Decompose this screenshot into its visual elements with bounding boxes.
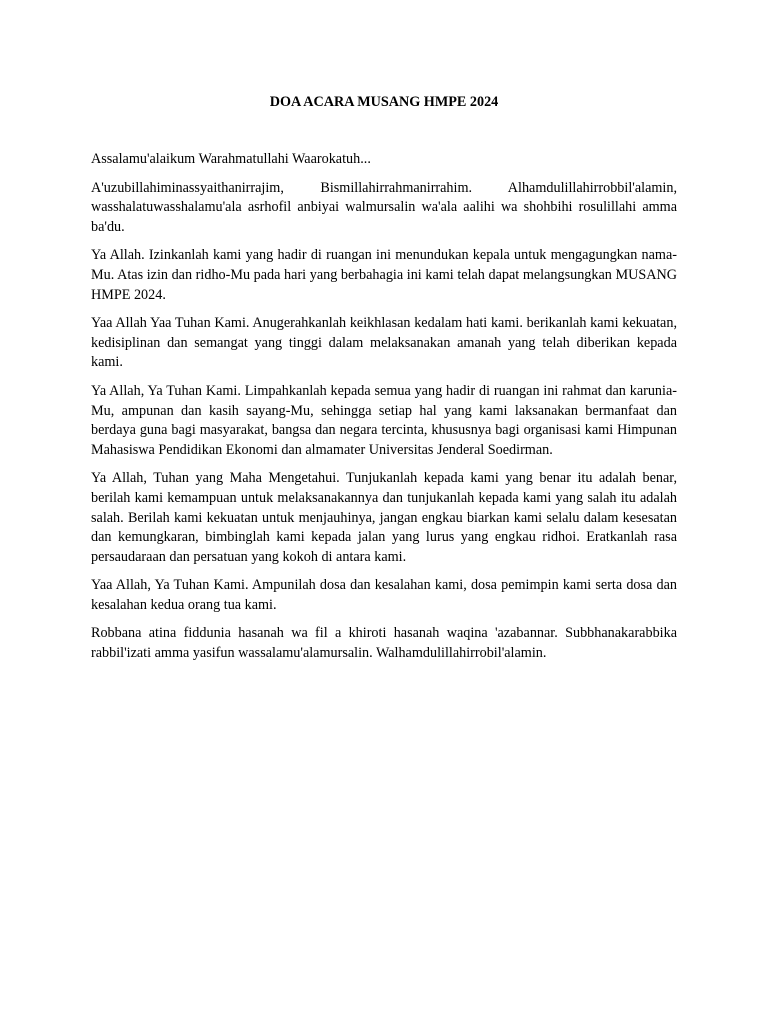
body-paragraph: Ya Allah, Tuhan yang Maha Mengetahui. Tunjukanlah kepada kami yang benar itu adalah benar, berilah kami kemampuan untuk melaksanakannya dan tunjukanlah kepada kami yang salah itu adalah salah. Berilah kami kekuatan untuk menjauhinya, jangan engkau biarkan kami selalu dalam kesesatan dan kemungkaran, bimbinglah kami kepada jalan yang lurus yang engkau ridhoi. Eratkanlah rasa persaudaraan dan persatuan yang kokoh di antara kami. [91, 470, 677, 565]
document-title: DOA ACARA MUSANG HMPE 2024 [269, 94, 499, 110]
body-paragraph: A'uzubillahiminassyaithanirrajim, Bismillahirrahmanirrahim. Alhamdulillahirrobbil'alamin, wasshalatuwasshalamu'ala asrhofil anbiyai walmursalin wa'ala aalihi wa shohbihi rosulillahi amma ba'du. [91, 179, 677, 235]
body-paragraph: Robbana atina fiddunia hasanah wa fil a khiroti hasanah waqina 'azabannar. Subbhanakarabbika rabbil'izati amma yasifun wassalamu'alamursalin. Walhamdulillahirrobil'alamin. [91, 625, 677, 662]
document-body [91, 92, 677, 664]
body-paragraph: Yaa Allah, Ya Tuhan Kami. Ampunilah dosa dan kesalahan kami, dosa pemimpin kami serta dosa dan kesalahan kedua orang tua kami. [91, 577, 677, 613]
greeting-paragraph: Assalamu'alaikum Warahmatullahi Waarokatuh... [91, 151, 371, 167]
body-paragraph: Ya Allah, Ya Tuhan Kami. Limpahkanlah kepada semua yang hadir di ruangan ini rahmat dan karunia-Mu, ampunan dan kasih sayang-Mu, sehingga setiap hal yang kami laksanakan bermanfaat dan berdaya guna bagi masyarakat, bangsa dan negara tercinta, khususnya bagi organisasi kami Himpunan Mahasiswa Pendidikan Ekonomi dan almamater Universitas Jenderal Soedirman. [91, 382, 677, 458]
body-paragraph: Yaa Allah Yaa Tuhan Kami. Anugerahkanlah keikhlasan kedalam hati kami. berikanlah kami kekuatan, kedisiplinan dan semangat yang tinggi dalam melaksanakan amanah yang telah diberikan kepada kami. [91, 315, 677, 371]
body-paragraph: Ya Allah. Izinkanlah kami yang hadir di ruangan ini menundukan kepala untuk mengagungkan nama-Mu. Atas izin dan ridho-Mu pada hari yang berbahagia ini kami telah dapat melangsungkan MUSANG HMPE 2024. [91, 247, 677, 303]
